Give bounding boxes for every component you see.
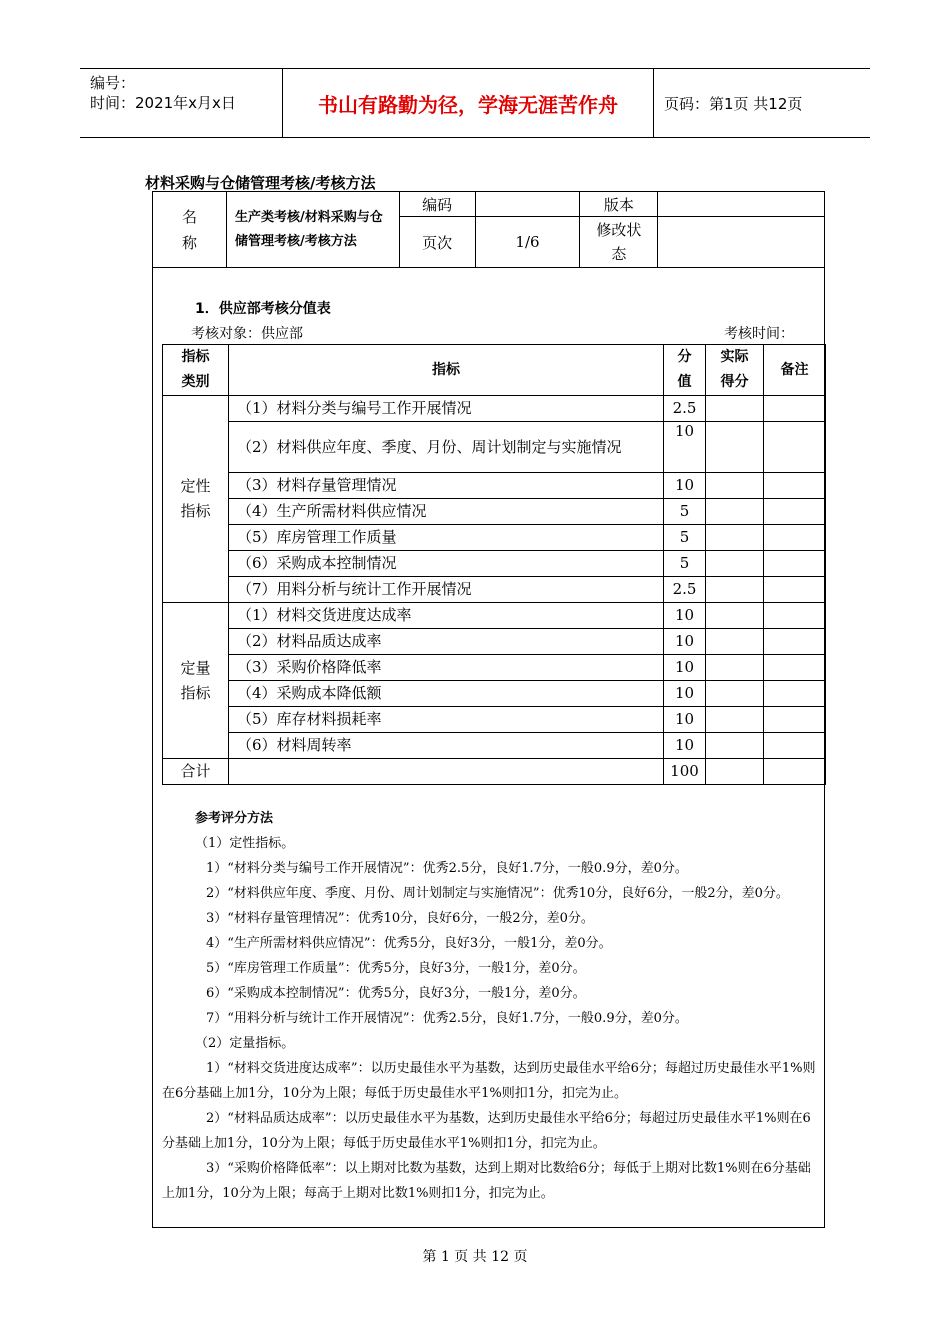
remark-cell	[764, 707, 826, 733]
quantitative-rule: 1）“材料交货进度达成率”：以历史最佳水平为基数，达到历史最佳水平给6分；每超过历史最佳水平1%则在6分基础上加1分，10分为上限；每低于历史最佳水平1%则扣1分，扣完为止。	[162, 1061, 816, 1101]
actual-score-cell	[706, 396, 764, 422]
qualitative-title: （1）定性指标。	[195, 836, 295, 851]
col-category: 指标类别	[163, 345, 229, 396]
col-remark: 备注	[764, 345, 826, 396]
header-page-info: 页码：第1页 共12页	[664, 94, 803, 113]
revision-value	[658, 217, 825, 268]
table-row-score: 2.5	[664, 577, 706, 603]
qualitative-rule: 3）“材料存量管理情况”：优秀10分，良好6分，一般2分，差0分。	[206, 911, 594, 926]
score-table	[162, 344, 826, 785]
table-row-score: 5	[664, 525, 706, 551]
category-quantitative: 定量指标	[163, 603, 229, 759]
actual-score-cell	[706, 655, 764, 681]
table-row-item: （6）采购成本控制情况	[229, 551, 664, 577]
remark-cell	[764, 681, 826, 707]
table-row-score: 10	[664, 707, 706, 733]
quantitative-rule: 3）“采购价格降低率”：以上期对比数为基数，达到上期对比数给6分；每低于上期对比数1%则在6分基础上加1分，10分为上限；每高于上期对比数1%则扣1分，扣完为止。	[162, 1161, 811, 1201]
section-title: 1．供应部考核分值表	[195, 301, 331, 317]
remark-cell	[764, 577, 826, 603]
remark-cell	[764, 499, 826, 525]
qualitative-rule: 7）“用料分析与统计工作开展情况”：优秀2.5分，良好1.7分，一般0.9分，差0分。	[206, 1011, 688, 1026]
table-row-score: 5	[664, 499, 706, 525]
table-row-score: 2.5	[664, 396, 706, 422]
remark-cell	[764, 629, 826, 655]
qualitative-rule: 5）“库房管理工作质量”：优秀5分，良好3分，一般1分，差0分。	[206, 961, 586, 976]
table-row-score: 10	[664, 422, 706, 473]
qualitative-rule: 2）“材料供应年度、季度、月份、周计划制定与实施情况”：优秀10分，良好6分，一般2分，差0分。	[206, 886, 789, 901]
actual-score-cell	[706, 681, 764, 707]
document-title: 材料采购与仓储管理考核/考核方法	[145, 174, 376, 192]
actual-score-cell	[706, 525, 764, 551]
table-row-item: （1）材料分类与编号工作开展情况	[229, 396, 664, 422]
document-info-table	[152, 191, 825, 268]
actual-score-cell	[706, 577, 764, 603]
reference-method	[162, 806, 817, 1206]
actual-score-cell	[706, 422, 764, 473]
remark-cell	[764, 655, 826, 681]
page-footer: 第 1 页 共 12 页	[422, 1249, 528, 1265]
page-label: 页次	[399, 217, 475, 268]
actual-score-cell	[706, 551, 764, 577]
actual-score-cell	[706, 473, 764, 499]
table-row-score: 10	[664, 629, 706, 655]
time-label: 时间：2021年x月x日	[90, 94, 236, 112]
reference-title: 参考评分方法	[195, 811, 274, 826]
remark-cell	[764, 422, 826, 473]
assessment-time: 考核时间：	[724, 326, 794, 342]
table-row-item: （3）采购价格降低率	[229, 655, 664, 681]
remark-cell	[764, 396, 826, 422]
table-row-item: （5）库存材料损耗率	[229, 707, 664, 733]
actual-score-cell	[706, 603, 764, 629]
code-label: 编码	[399, 192, 475, 217]
page-value: 1/6	[475, 217, 580, 268]
table-row-score: 10	[664, 733, 706, 759]
name-label: 名称	[153, 192, 227, 268]
col-actual: 实际得分	[706, 345, 764, 396]
actual-score-cell	[706, 629, 764, 655]
table-row-item: （3）材料存量管理情况	[229, 473, 664, 499]
table-row-item: （1）材料交货进度达成率	[229, 603, 664, 629]
remark-cell	[764, 603, 826, 629]
quantitative-rule: 2）“材料品质达成率”：以历史最佳水平为基数，达到历史最佳水平给6分；每超过历史最佳水平1%则在6分基础上加1分，10分为上限；每低于历史最佳水平1%则扣1分，扣完为止。	[162, 1111, 811, 1151]
table-row-item: （5）库房管理工作质量	[229, 525, 664, 551]
qualitative-rule: 4）“生产所需材料供应情况”：优秀5分，良好3分，一般1分，差0分。	[206, 936, 612, 951]
col-item: 指标	[229, 345, 664, 396]
qualitative-rule: 6）“采购成本控制情况”：优秀5分，良好3分，一般1分，差0分。	[206, 986, 586, 1001]
quantitative-title: （2）定量指标。	[195, 1036, 295, 1051]
table-row-item: （6）材料周转率	[229, 733, 664, 759]
actual-score-cell	[706, 733, 764, 759]
number-label: 编号：	[90, 74, 136, 92]
table-row-item: （4）生产所需材料供应情况	[229, 499, 664, 525]
actual-score-cell	[706, 499, 764, 525]
table-row-score: 10	[664, 603, 706, 629]
remark-cell	[764, 733, 826, 759]
assessment-target: 考核对象：供应部	[191, 326, 303, 342]
category-qualitative: 定性指标	[163, 396, 229, 603]
remark-cell	[764, 525, 826, 551]
qualitative-rule: 1）“材料分类与编号工作开展情况”：优秀2.5分，良好1.7分，一般0.9分，差0分。	[206, 861, 688, 876]
actual-score-cell	[706, 759, 764, 785]
table-row-item: （2）材料供应年度、季度、月份、周计划制定与实施情况	[229, 422, 664, 473]
revision-label: 修改状态	[580, 217, 658, 268]
code-value	[475, 192, 580, 217]
table-row-score: 5	[664, 551, 706, 577]
table-row-item: （4）采购成本降低额	[229, 681, 664, 707]
remark-cell	[764, 473, 826, 499]
page-header	[80, 68, 870, 138]
version-label: 版本	[580, 192, 658, 217]
total-label: 合计	[163, 759, 229, 785]
table-row-score: 10	[664, 655, 706, 681]
total-score: 100	[664, 759, 706, 785]
version-value	[658, 192, 825, 217]
table-row-item: （7）用料分析与统计工作开展情况	[229, 577, 664, 603]
total-item-cell	[229, 759, 664, 785]
header-motto: 书山有路勤为径，学海无涯苦作舟	[282, 69, 654, 137]
header-meta	[80, 69, 282, 137]
table-row-score: 10	[664, 473, 706, 499]
name-value: 生产类考核/材料采购与仓储管理考核/考核方法	[226, 192, 399, 268]
table-row-item: （2）材料品质达成率	[229, 629, 664, 655]
remark-cell	[764, 759, 826, 785]
actual-score-cell	[706, 707, 764, 733]
remark-cell	[764, 551, 826, 577]
table-row-score: 10	[664, 681, 706, 707]
col-score: 分值	[664, 345, 706, 396]
